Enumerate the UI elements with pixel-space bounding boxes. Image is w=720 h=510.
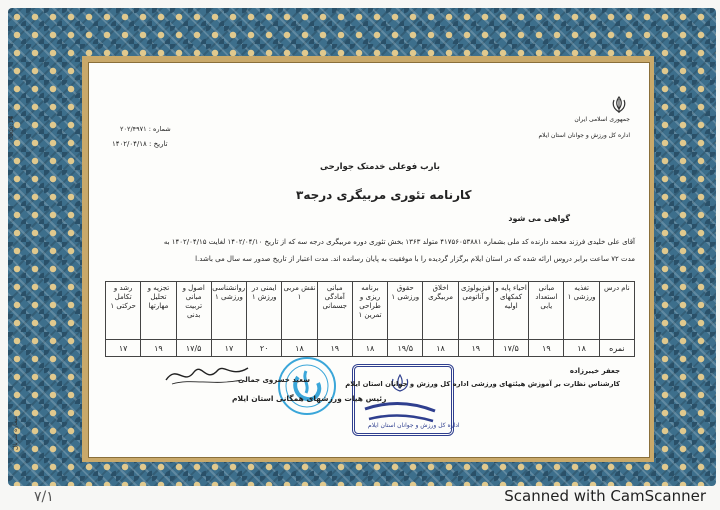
right-signer-title: کارشناس نظارت بر آموزش هیئتهای ورزشی اداره کل ورزش و جوانان استان ایلام xyxy=(345,380,620,388)
round-stamp-icon xyxy=(276,355,338,417)
side-code: code:14 xyxy=(8,115,15,140)
grades-header-row xyxy=(106,282,635,340)
gov-name: جمهوری اسلامی ایران xyxy=(574,116,630,123)
header-cell: اخلاق مربیگری xyxy=(423,282,458,340)
header-cell: اصول و مبانی تربیت بدنی xyxy=(176,282,211,340)
header-cell: تجزیه و تحلیل مهارتها xyxy=(141,282,176,340)
left-signer-name: سعید خسروی جمالی xyxy=(238,376,310,384)
stamp-text: اداره کل ورزش و جوانان استان ایلام xyxy=(368,422,460,429)
value-cell: ۱۷/۵ xyxy=(176,340,211,357)
grades-table xyxy=(105,281,635,357)
header-cell: مبانی آمادگی جسمانی xyxy=(317,282,352,340)
value-cell: ۱۹ xyxy=(529,340,564,357)
value-cell: ۱۸ xyxy=(564,340,599,357)
value-cell: ۱۷/۵ xyxy=(493,340,528,357)
right-signer-name: جعفر خیبرزاده xyxy=(569,367,620,375)
letter-number: شماره : ۲۰۲/۴۹۷۱ xyxy=(120,125,171,133)
grades-value-row xyxy=(106,340,635,357)
header-cell: حقوق ورزشی ۱ xyxy=(388,282,423,340)
header-cell: نام درس xyxy=(599,282,634,340)
left-signer-title: رئیس هیات ورزشهای همگانی استان ایلام xyxy=(232,394,387,403)
value-cell: ۱۸ xyxy=(423,340,458,357)
header-cell: فیزیولوژی و آناتومی xyxy=(458,282,493,340)
header-cell: نقش مربی ۱ xyxy=(282,282,317,340)
value-cell: ۱۸ xyxy=(352,340,387,357)
office-name: اداره کل ورزش و جوانان استان ایلام xyxy=(538,132,630,139)
value-cell: ۱۹/۵ xyxy=(388,340,423,357)
body-line-2: مدت ۷۲ ساعت برابر دروس ارائه شده که در استان ایلام برگزار گردیده را با موفقیت به پایان رسانده اند. مدت اعتبار از تاریخ صدور سه سال می باشد.ا xyxy=(195,255,635,263)
header-cell: برنامه ریزی و طراحی تمرین ۱ xyxy=(352,282,387,340)
iran-emblem-icon xyxy=(611,96,627,114)
certificate-title: کارنامه تئوری مربیگری درجه۳ xyxy=(296,188,472,202)
header-cell: ایمنی در ورزش ۱ xyxy=(247,282,282,340)
signature-icon xyxy=(162,360,252,390)
invocation: بارب فوعلی خدمتک جوارحی xyxy=(320,162,440,172)
witness-line: گواهی می شود xyxy=(508,214,570,223)
camscanner-watermark: Scanned with CamScanner xyxy=(504,487,706,505)
side-serial: شماره سریال xyxy=(12,415,19,450)
letter-date: تاریخ : ۱۴۰۲/۰۴/۱۸ xyxy=(112,140,168,148)
header-cell: مبانی استعداد یابی xyxy=(529,282,564,340)
value-cell: ۱۹ xyxy=(458,340,493,357)
header-cell: احیاء پایه و کمکهای اولیه xyxy=(493,282,528,340)
value-cell: ۲۰ xyxy=(247,340,282,357)
page-mark: ۷/۱ xyxy=(34,489,54,505)
body-line-1: آقای علی خلیدی فرزند محمد دارنده کد ملی بشماره ۴۱۷۵۶۰۵۳۸۸۱ متولد ۱۳۶۳ بخش تئوری دوره مربیگری درجه سه که از تاریخ ۱۴۰۲/۰۴/۱۰ لغایت ۱۴۰۲/۰۴/۱۵ به xyxy=(163,238,635,246)
value-cell: ۱۸ xyxy=(282,340,317,357)
value-cell: ۱۷ xyxy=(211,340,246,357)
value-cell: ۱۹ xyxy=(317,340,352,357)
value-cell: ۱۹ xyxy=(141,340,176,357)
value-cell: ۱۷ xyxy=(106,340,141,357)
header-cell: روانشناسی ورزشی ۱ xyxy=(211,282,246,340)
header-cell: تغذیه ورزشی ۱ xyxy=(564,282,599,340)
value-cell: نمره xyxy=(599,340,634,357)
header-cell: رشد و تکامل حرکتی ۱ xyxy=(106,282,141,340)
